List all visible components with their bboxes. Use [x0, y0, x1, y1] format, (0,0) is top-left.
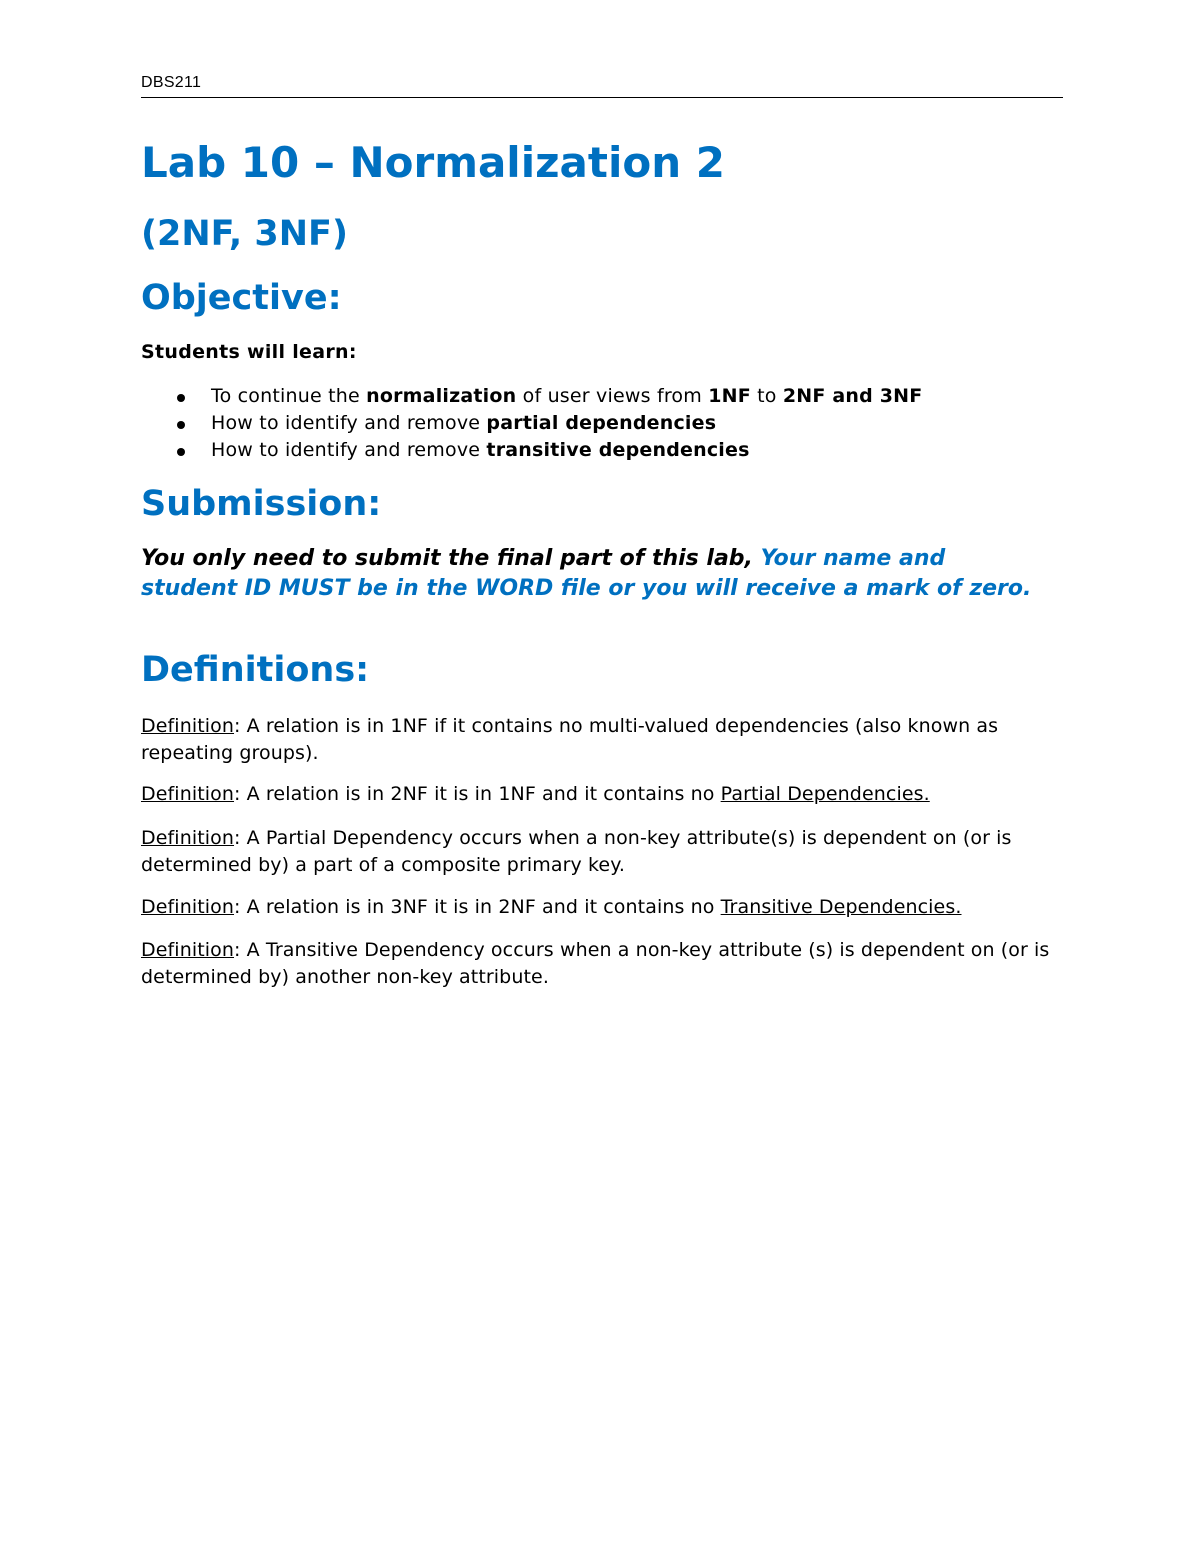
objective-intro: Students will learn:	[141, 341, 357, 363]
definition-text: A relation is in 2NF it is in 1NF and it contains no	[240, 783, 721, 805]
objective-heading: Objective:	[141, 278, 342, 318]
definition-label: Definition	[141, 939, 235, 961]
definition-label: Definition	[141, 783, 235, 805]
submission-text-black: You only need to submit the final part of this lab,	[141, 546, 761, 571]
definition-colon: :	[234, 827, 241, 849]
page-title: Lab 10 – Normalization 2	[141, 138, 725, 187]
definition-text: A relation is in 1NF if it contains no multi-valued dependencies (also known as repeating groups).	[141, 715, 999, 764]
bullet-bold-text: 1NF	[708, 385, 751, 407]
bullet-text: How to identify and remove	[211, 412, 487, 434]
definition-paragraph	[141, 894, 1066, 921]
bullet-bold-text: normalization	[366, 385, 517, 407]
list-item	[141, 383, 922, 410]
definition-colon: :	[234, 939, 241, 961]
definition-paragraph	[141, 781, 1066, 808]
definitions-heading: Definitions:	[141, 650, 370, 690]
definition-colon: :	[234, 715, 241, 737]
bullet-bold-text: partial dependencies	[486, 412, 717, 434]
bullet-bold-text: transitive dependencies	[486, 439, 750, 461]
submission-instructions	[141, 544, 1041, 603]
definition-paragraph	[141, 937, 1066, 990]
definition-text: A relation is in 3NF it is in 2NF and it contains no	[240, 896, 721, 918]
header-divider	[141, 97, 1063, 98]
definition-paragraph	[141, 713, 1066, 766]
list-item	[141, 410, 922, 437]
definition-term: Partial Dependencies.	[720, 783, 930, 805]
submission-heading: Submission:	[141, 484, 382, 524]
bullet-icon	[177, 394, 185, 402]
bullet-text: How to identify and remove	[211, 439, 487, 461]
bullet-icon	[177, 421, 185, 429]
course-code-header: DBS211	[141, 74, 202, 91]
bullet-text: To continue the	[211, 385, 367, 407]
page-subtitle: (2NF, 3NF)	[141, 214, 348, 254]
definition-colon: :	[234, 783, 241, 805]
definition-paragraph	[141, 825, 1066, 878]
definition-label: Definition	[141, 896, 235, 918]
definition-label: Definition	[141, 715, 235, 737]
definition-label: Definition	[141, 827, 235, 849]
bullet-icon	[177, 448, 185, 456]
definition-text: A Transitive Dependency occurs when a non-key attribute (s) is dependent on (or is determined by) another non-key attribute.	[141, 939, 1050, 988]
objective-list	[141, 383, 922, 464]
definition-colon: :	[234, 896, 241, 918]
bullet-text: to	[750, 385, 783, 407]
submission-warning: Your name and student ID MUST be in the WORD file or you will receive a mark of zero.	[141, 546, 1032, 601]
list-item	[141, 437, 922, 464]
bullet-bold-text: 2NF and 3NF	[782, 385, 923, 407]
definition-text: A Partial Dependency occurs when a non-key attribute(s) is dependent on (or is determined by) a part of a composite primary key.	[141, 827, 1012, 876]
bullet-text: of user views from	[516, 385, 709, 407]
definition-term: Transitive Dependencies.	[720, 896, 962, 918]
